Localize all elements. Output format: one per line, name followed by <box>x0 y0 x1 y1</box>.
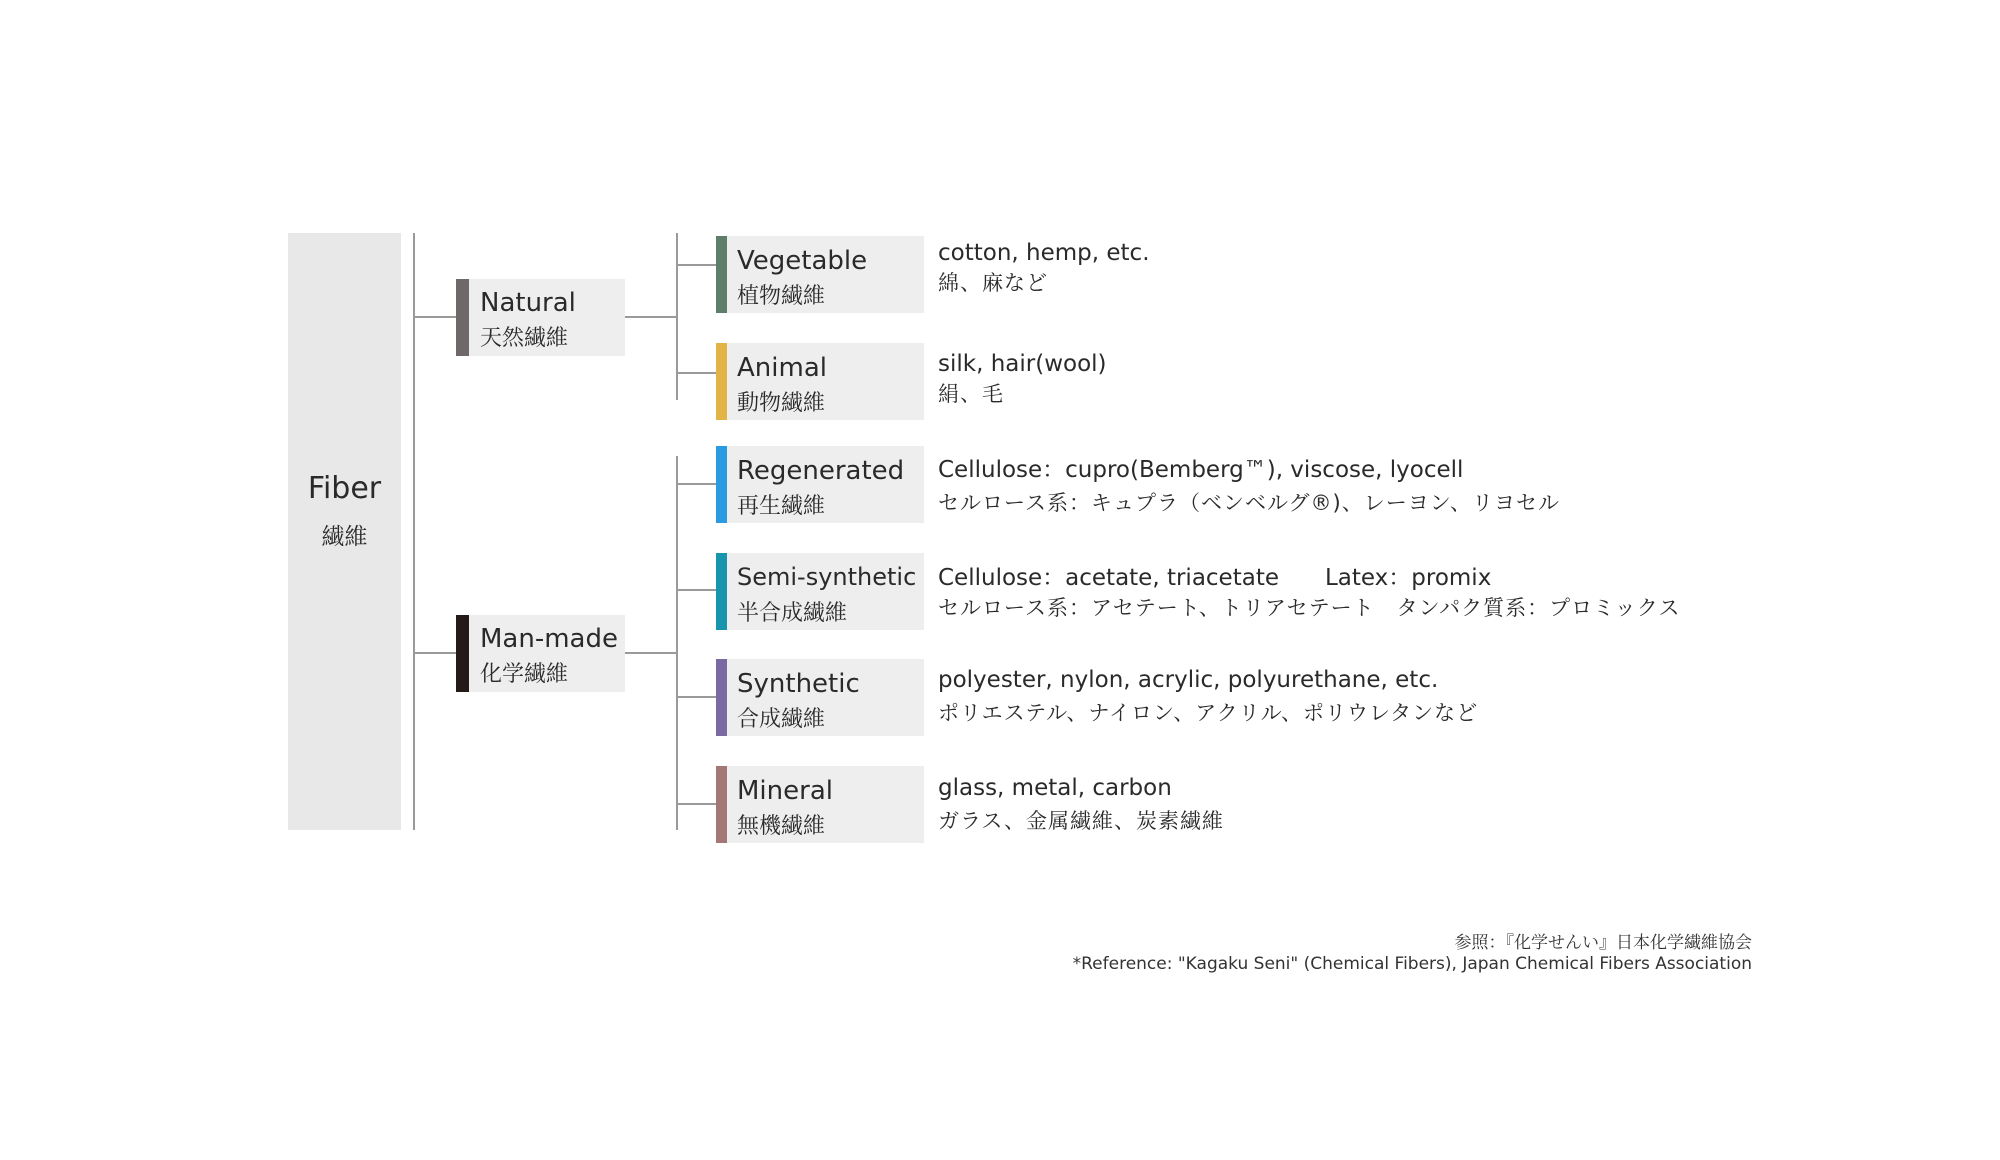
semi-synthetic-node <box>716 553 924 630</box>
mineral-label: Mineral <box>737 776 833 806</box>
semi-synthetic-desc-jp: セルロース系：アセテート、トリアセテート タンパク質系：プロミックス <box>938 596 1681 620</box>
semi-synthetic-color-bar <box>716 553 727 630</box>
animal-label-jp: 動物繊維 <box>737 391 826 416</box>
mineral-description <box>938 773 1224 836</box>
synthetic-description <box>938 665 1478 728</box>
man-made-label-jp: 化学繊維 <box>480 662 569 687</box>
animal-color-bar <box>716 343 727 420</box>
vegetable-desc-en: cotton, hemp, etc. <box>938 240 1150 266</box>
natural-branch-line <box>413 316 456 318</box>
man-made-color-bar <box>456 615 469 692</box>
animal-connector <box>676 372 716 374</box>
natural-label: Natural <box>480 288 576 318</box>
animal-node <box>716 343 924 420</box>
regenerated-desc-jp: セルロース系：キュプラ（ベンベルグ®)、レーヨン、リヨセル <box>938 491 1561 515</box>
fiber-label-jp: 繊維 <box>321 524 368 550</box>
regenerated-node <box>716 446 924 523</box>
animal-label: Animal <box>737 353 827 383</box>
man-made-node <box>456 615 625 692</box>
mineral-desc-en: glass, metal, carbon <box>938 775 1172 801</box>
natural-node <box>456 279 625 356</box>
vegetable-connector <box>676 264 716 266</box>
natural-color-bar <box>456 279 469 356</box>
manmade-branch-line <box>413 652 456 654</box>
animal-description <box>938 349 1107 409</box>
reference-jp: 参照：『化学せんい』日本化学繊維協会 <box>1454 933 1752 953</box>
regenerated-label-jp: 再生繊維 <box>737 494 826 519</box>
regenerated-color-bar <box>716 446 727 523</box>
synthetic-node <box>716 659 924 736</box>
vegetable-label-jp: 植物繊維 <box>737 284 826 309</box>
mineral-label-jp: 無機繊維 <box>737 814 826 839</box>
semi-synthetic-label: Semi-synthetic <box>737 563 917 591</box>
semi-synthetic-label-jp: 半合成繊維 <box>737 601 848 626</box>
mineral-color-bar <box>716 766 727 843</box>
animal-desc-jp: 絹、毛 <box>938 382 1004 406</box>
reference-en: *Reference: "Kagaku Seni" (Chemical Fibers), Japan Chemical Fibers Association <box>1072 954 1752 974</box>
synthetic-desc-en: polyester, nylon, acrylic, polyurethane, etc. <box>938 667 1439 693</box>
natural-children-vertical <box>676 233 678 400</box>
mineral-node <box>716 766 924 843</box>
semi-synthetic-connector <box>676 589 716 591</box>
synthetic-desc-jp: ポリエステル、ナイロン、アクリル、ポリウレタンなど <box>938 701 1479 725</box>
synthetic-color-bar <box>716 659 727 736</box>
manmade-out-line <box>625 652 677 654</box>
synthetic-label: Synthetic <box>737 669 860 699</box>
synthetic-connector <box>676 696 716 698</box>
animal-desc-en: silk, hair(wool) <box>938 351 1107 377</box>
vegetable-desc-jp: 綿、麻など <box>938 271 1048 295</box>
regenerated-description <box>938 455 1560 518</box>
mineral-desc-jp: ガラス、金属繊維、炭素繊維 <box>938 809 1224 833</box>
manmade-children-vertical <box>676 456 678 830</box>
vegetable-description <box>938 238 1150 298</box>
vegetable-label: Vegetable <box>737 246 868 276</box>
natural-out-line <box>625 316 677 318</box>
regenerated-desc-en: Cellulose：cupro(Bemberg™), viscose, lyocell <box>938 457 1464 483</box>
natural-label-jp: 天然繊維 <box>480 326 569 351</box>
vegetable-color-bar <box>716 236 727 313</box>
man-made-label: Man-made <box>480 624 618 654</box>
fiber-label: Fiber <box>307 471 382 506</box>
mineral-connector <box>676 803 716 805</box>
regenerated-label: Regenerated <box>737 456 905 486</box>
semi-synthetic-description <box>938 563 1681 623</box>
root-connector-vertical <box>413 233 415 830</box>
regenerated-connector <box>676 483 716 485</box>
synthetic-label-jp: 合成繊維 <box>737 707 826 732</box>
vegetable-node <box>716 236 924 313</box>
semi-synthetic-desc-en: Cellulose：acetate, triacetate Latex：promix <box>938 565 1492 591</box>
